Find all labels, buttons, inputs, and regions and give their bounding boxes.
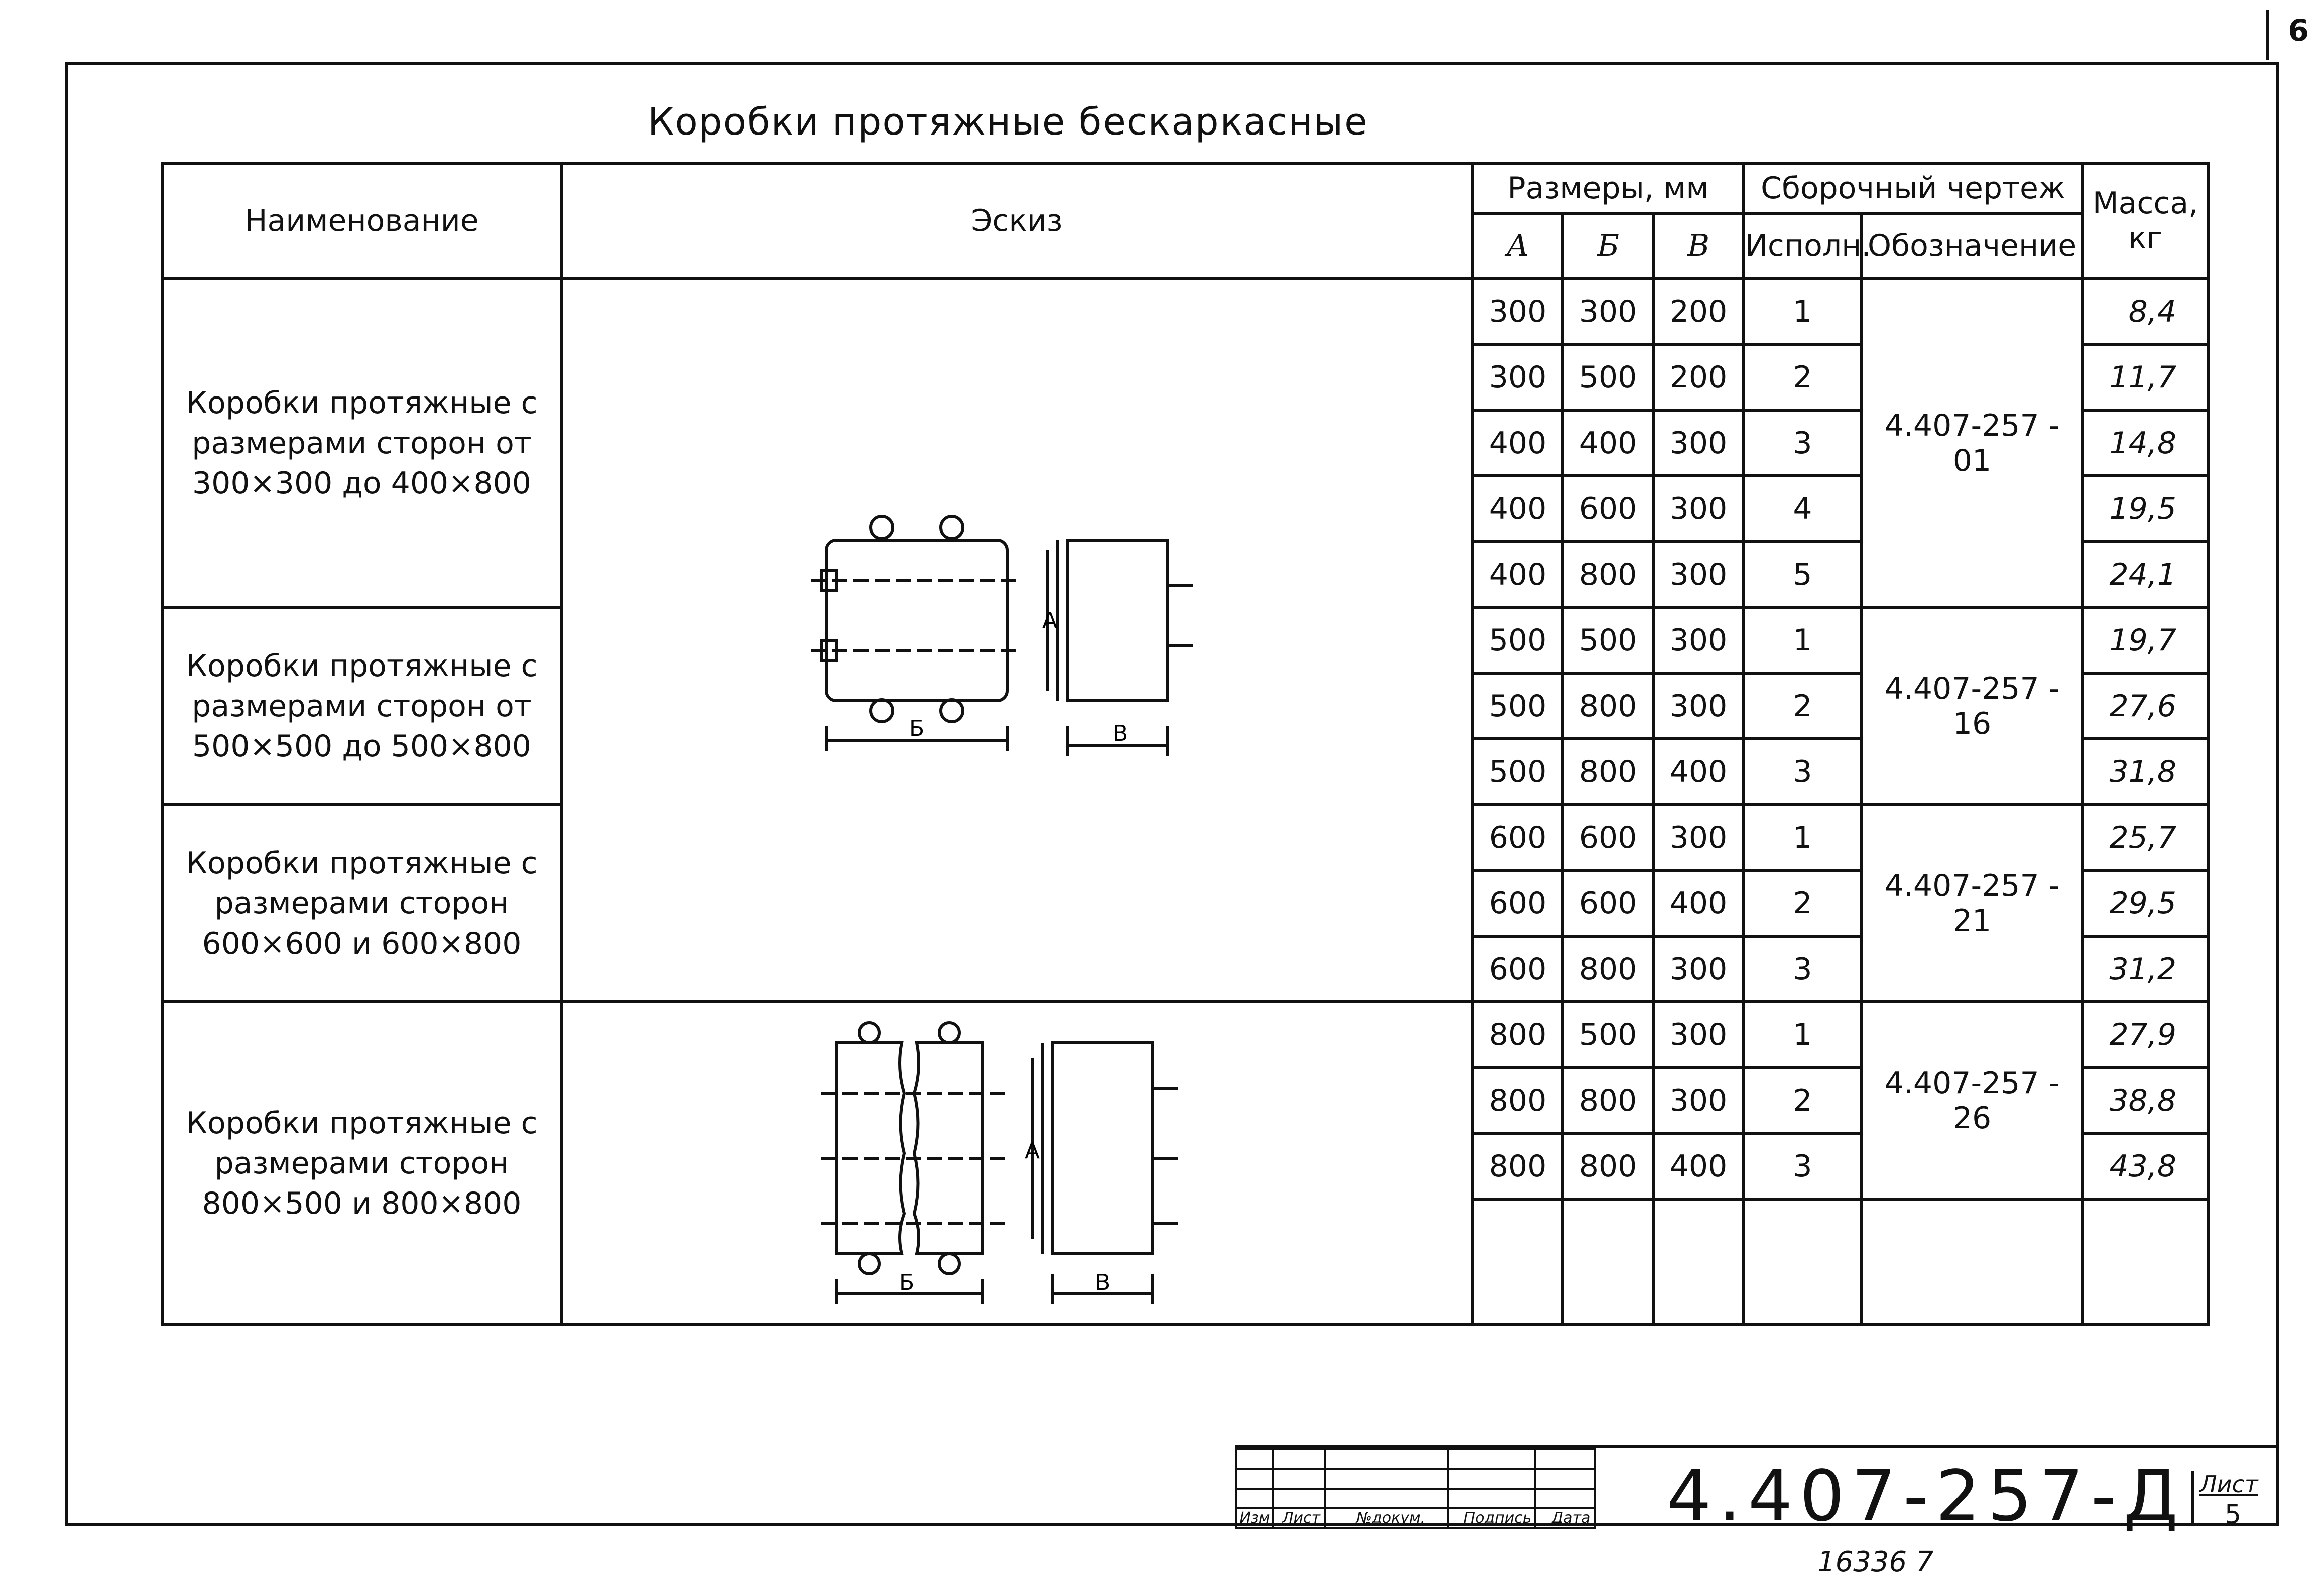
group-name: Коробки протяжные с размерами сторон от 300×300 до 400×800 [162,279,561,607]
stamp-label: Лист [1282,1509,1321,1527]
cell-b: 600 [1563,476,1653,542]
cell-empty [1653,1199,1744,1325]
header-assembly: Сборочный чертеж [1744,163,2083,213]
corner-page-number: 6 [2288,13,2309,48]
cell-v: 300 [1653,1002,1744,1068]
cell-mass: 14,8 [2083,410,2208,476]
cell-mass: 19,7 [2083,607,2208,673]
sketch-label-b: Б [909,715,924,741]
cell-variant: 2 [1744,673,1862,739]
cell-designation: 4.407-257 - 01 [1862,279,2083,607]
cell-variant: 1 [1744,1002,1862,1068]
header-sizes: Размеры, мм [1473,163,1744,213]
cell-variant: 1 [1744,607,1862,673]
revision-labels [1235,1509,1600,1527]
cell-v: 400 [1653,739,1744,805]
cell-variant: 2 [1744,344,1862,410]
cell-mass: 38,8 [2083,1068,2208,1133]
sheet-label: Лист [2199,1471,2258,1498]
cell-variant: 1 [1744,805,1862,870]
cell-variant: 3 [1744,936,1862,1002]
cell-v: 300 [1653,936,1744,1002]
cell-b: 800 [1563,673,1653,739]
cell-designation: 4.407-257 - 21 [1862,805,2083,1002]
cell-b: 400 [1563,410,1653,476]
sketch-label-a: А [1024,1138,1040,1164]
stamp-label: №докум. [1356,1509,1426,1527]
cell-variant: 1 [1744,279,1862,344]
header-name: Наименование [162,163,561,279]
cell-designation: 4.407-257 - 26 [1862,1002,2083,1199]
stamp-label: Подпись [1463,1509,1532,1527]
archive-note: 16336 7 [1817,1546,1934,1578]
cell-variant: 3 [1744,739,1862,805]
cell-mass: 29,5 [2083,870,2208,936]
cell-mass: 27,6 [2083,673,2208,739]
cell-empty [1862,1199,2083,1325]
sketch-large-box [561,1002,1473,1325]
cell-mass: 43,8 [2083,1133,2208,1199]
cell-v: 200 [1653,344,1744,410]
cell-variant: 5 [1744,542,1862,607]
cell-v: 200 [1653,279,1744,344]
cell-v: 400 [1653,1133,1744,1199]
cell-variant: 3 [1744,410,1862,476]
cell-b: 800 [1563,1133,1653,1199]
cell-mass: 19,5 [2083,476,2208,542]
cell-mass: 31,8 [2083,739,2208,805]
cell-a: 300 [1473,344,1563,410]
cell-a: 600 [1473,870,1563,936]
cell-b: 800 [1563,936,1653,1002]
cell-empty [1473,1199,1563,1325]
header-designation: Обозначение [1862,213,2083,279]
cell-b: 800 [1563,739,1653,805]
cell-empty [2083,1199,2208,1325]
cell-v: 300 [1653,805,1744,870]
cell-a: 400 [1473,542,1563,607]
table-row [162,1002,2208,1068]
header-sketch: Эскиз [561,163,1473,279]
spec-table [161,162,2210,1326]
cell-empty [1563,1199,1653,1325]
cell-mass: 8,4 [2083,279,2208,344]
box-sketch-small [806,510,1228,771]
cell-mass: 25,7 [2083,805,2208,870]
cell-a: 800 [1473,1002,1563,1068]
cell-variant: 4 [1744,476,1862,542]
group-name: Коробки протяжные с размерами сторон от 500×500 до 500×800 [162,607,561,805]
corner-divider [2266,10,2269,60]
cell-v: 400 [1653,870,1744,936]
cell-a: 500 [1473,739,1563,805]
document-code: 4.407-257-Д [1667,1455,2185,1537]
cell-designation: 4.407-257 - 16 [1862,607,2083,805]
cell-mass: 11,7 [2083,344,2208,410]
box-sketch-large [816,1013,1218,1314]
cell-v: 300 [1653,607,1744,673]
page-title: Коробки протяжные бескаркасные [648,100,1368,144]
cell-variant: 3 [1744,1133,1862,1199]
cell-empty [1744,1199,1862,1325]
header-size-a: А [1473,213,1563,279]
cell-mass: 24,1 [2083,542,2208,607]
table-row [162,279,2208,344]
cell-a: 800 [1473,1133,1563,1199]
stamp-label: Изм [1239,1509,1270,1527]
cell-variant: 2 [1744,1068,1862,1133]
header-mass: Масса, кг [2083,163,2208,279]
sketch-label-v: В [1112,720,1128,746]
cell-b: 500 [1563,344,1653,410]
header-size-b: Б [1563,213,1653,279]
cell-b: 800 [1563,542,1653,607]
cell-a: 500 [1473,673,1563,739]
cell-v: 300 [1653,673,1744,739]
sketch-label-v: В [1094,1269,1110,1295]
header-variant: Исполн. [1744,213,1862,279]
stamp-label: Дата [1551,1509,1591,1527]
cell-a: 400 [1473,410,1563,476]
group-name: Коробки протяжные с размерами сторон 600×600 и 600×800 [162,805,561,1002]
cell-a: 600 [1473,936,1563,1002]
cell-a: 500 [1473,607,1563,673]
cell-mass: 27,9 [2083,1002,2208,1068]
cell-variant: 2 [1744,870,1862,936]
sheet-number: 5 [2225,1500,2242,1530]
cell-v: 300 [1653,476,1744,542]
sheet-number-box [2191,1471,2280,1530]
sketch-label-a: А [1042,607,1057,633]
cell-a: 400 [1473,476,1563,542]
cell-a: 800 [1473,1068,1563,1133]
header-size-v: В [1653,213,1744,279]
cell-v: 300 [1653,1068,1744,1133]
sketch-label-b: Б [899,1269,914,1295]
sketch-small-box [561,279,1473,1002]
cell-b: 600 [1563,805,1653,870]
cell-b: 600 [1563,870,1653,936]
cell-mass: 31,2 [2083,936,2208,1002]
group-name: Коробки протяжные с размерами сторон 800×500 и 800×800 [162,1002,561,1325]
cell-v: 300 [1653,542,1744,607]
cell-b: 800 [1563,1068,1653,1133]
cell-b: 500 [1563,607,1653,673]
cell-a: 600 [1473,805,1563,870]
cell-b: 500 [1563,1002,1653,1068]
cell-a: 300 [1473,279,1563,344]
cell-v: 300 [1653,410,1744,476]
cell-b: 300 [1563,279,1653,344]
